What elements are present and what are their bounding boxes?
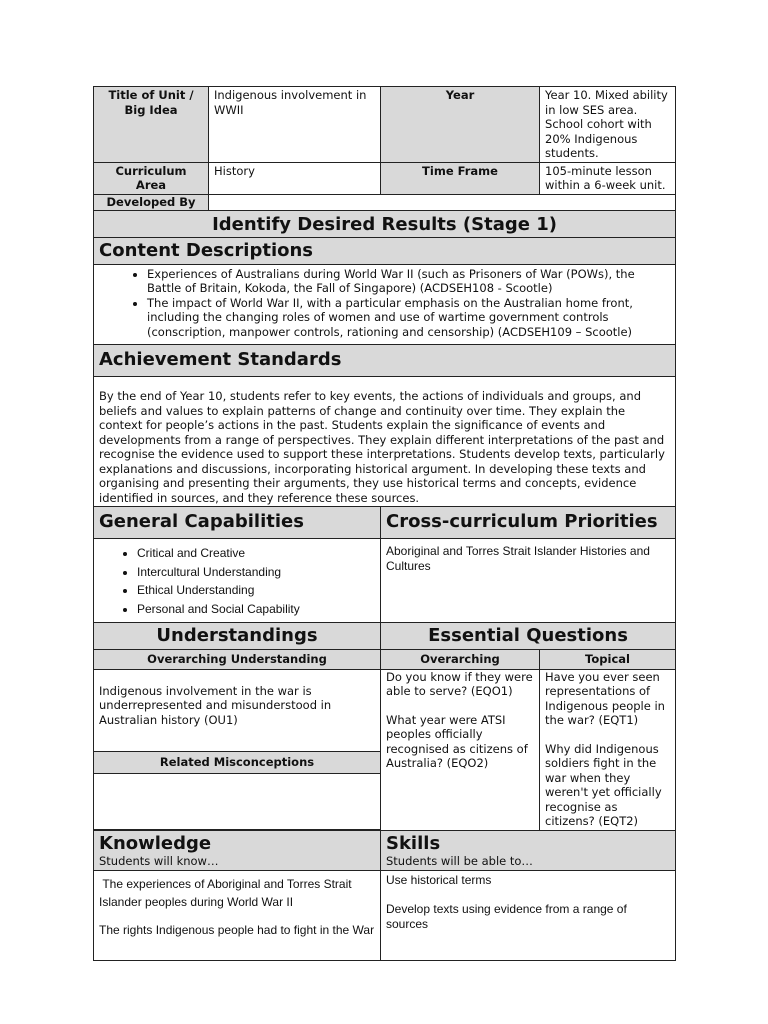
misconceptions-label: Related Misconceptions	[94, 751, 381, 774]
knowledge-heading: Knowledge	[99, 833, 212, 854]
content-descriptions-list	[99, 267, 670, 340]
essential-questions-heading: Essential Questions	[381, 623, 676, 650]
eq-overarching-q2: What year were ATSI peoples officially recognised as citizens of Australia? (EQO2)	[386, 712, 528, 770]
list-item: • Personal and Social Capability	[137, 600, 375, 619]
content-descriptions-heading: Content Descriptions	[94, 237, 676, 264]
misconceptions-text	[94, 774, 381, 830]
knowledge-item-1: The experiences of Aboriginal and Torres Strait Islander peoples during World War II	[99, 877, 355, 909]
achievement-text: By the end of Year 10, students refer to key events, the actions of individuals and groups, and beliefs and values to explain patterns of change and continuity over time. They explain the context for people’s actions in the past. Students explain the significance of events and developments from a range of perspectives. They explain different interpretations of the past and recognise the evidence used to support these interpretations. Students develop texts, particularly explanations and discussions, incorporating historical argument. In developing these texts and organising and presenting their arguments, they use historical terms and concepts, evidence identified in sources, and they reference these sources.	[94, 377, 676, 507]
list-item: • Critical and Creative	[137, 544, 375, 563]
eq-topical-cell	[540, 669, 676, 831]
achievement-heading: Achievement Standards	[94, 345, 676, 377]
list-item: • Experiences of Australians during World War II (such as Prisoners of War (POWs), the Battle of Britain, Kokoda, the Fall of Singapore) (ACDSEH108 - Scootle)	[147, 267, 670, 296]
skills-header-cell	[381, 831, 676, 871]
curriculum-label: Curriculum Area	[94, 162, 209, 194]
year-value: Year 10. Mixed ability in low SES area. School cohort with 20% Indigenous students.	[540, 87, 676, 163]
eq-overarching-label: Overarching	[381, 650, 540, 670]
skills-item-1: Use historical terms	[386, 873, 492, 887]
skills-item-2: Develop texts using evidence from a range of sources	[386, 902, 627, 931]
cross-curriculum-heading: Cross-curriculum Priorities	[381, 507, 676, 539]
eq-overarching-q1: Do you know if they were able to serve? (EQO1)	[386, 669, 533, 698]
year-label: Year	[381, 87, 540, 163]
knowledge-sub: Students will know…	[99, 854, 219, 868]
skills-heading: Skills	[386, 833, 441, 854]
list-item: • The impact of World War II, with a particular emphasis on the Australian home front, including the changing roles of women and use of wartime government controls (conscription, manpower controls, rationing and censorship) (ACDSEH109 – Scootle)	[147, 296, 670, 340]
curriculum-value: History	[209, 162, 381, 194]
cross-curriculum-text: Aboriginal and Torres Strait Islander Histories and Cultures	[381, 539, 676, 623]
eq-topical-q2: Why did Indigenous soldiers fight in the war when they weren't yet officially recognise as citizens? (EQT2)	[545, 741, 662, 828]
unit-plan-document	[93, 86, 675, 961]
list-item: • Ethical Understanding	[137, 581, 375, 600]
developed-value	[209, 194, 676, 210]
capabilities-list	[99, 544, 375, 618]
eq-topical-label: Topical	[540, 650, 676, 670]
skills-sub: Students will be able to…	[386, 854, 533, 868]
capabilities-heading: General Capabilities	[94, 507, 381, 539]
knowledge-header-cell	[94, 831, 381, 871]
eq-topical-q1: Have you ever seen representations of Indigenous people in the war? (EQT1)	[545, 669, 665, 727]
skills-body	[381, 871, 676, 961]
understandings-heading: Understandings	[94, 623, 381, 650]
unit-plan-table	[93, 86, 676, 961]
title-value: Indigenous involvement in WWII	[209, 87, 381, 163]
capabilities-body	[94, 539, 381, 623]
knowledge-body	[94, 871, 381, 961]
overarching-understanding-text: Indigenous involvement in the war is underrepresented and misunderstood in Australian history (OU1)	[94, 669, 381, 751]
timeframe-label: Time Frame	[381, 162, 540, 194]
knowledge-item-2: The rights Indigenous people had to fight in the War	[99, 923, 375, 937]
timeframe-value: 105-minute lesson within a 6-week unit.	[540, 162, 676, 194]
overarching-understanding-label: Overarching Understanding	[94, 650, 381, 670]
list-item: • Intercultural Understanding	[137, 563, 375, 582]
stage-title: Identify Desired Results (Stage 1)	[94, 210, 676, 237]
developed-label: Developed By	[94, 194, 209, 210]
eq-overarching-cell	[381, 669, 540, 831]
content-descriptions-body	[94, 264, 676, 345]
title-label: Title of Unit / Big Idea	[94, 87, 209, 163]
